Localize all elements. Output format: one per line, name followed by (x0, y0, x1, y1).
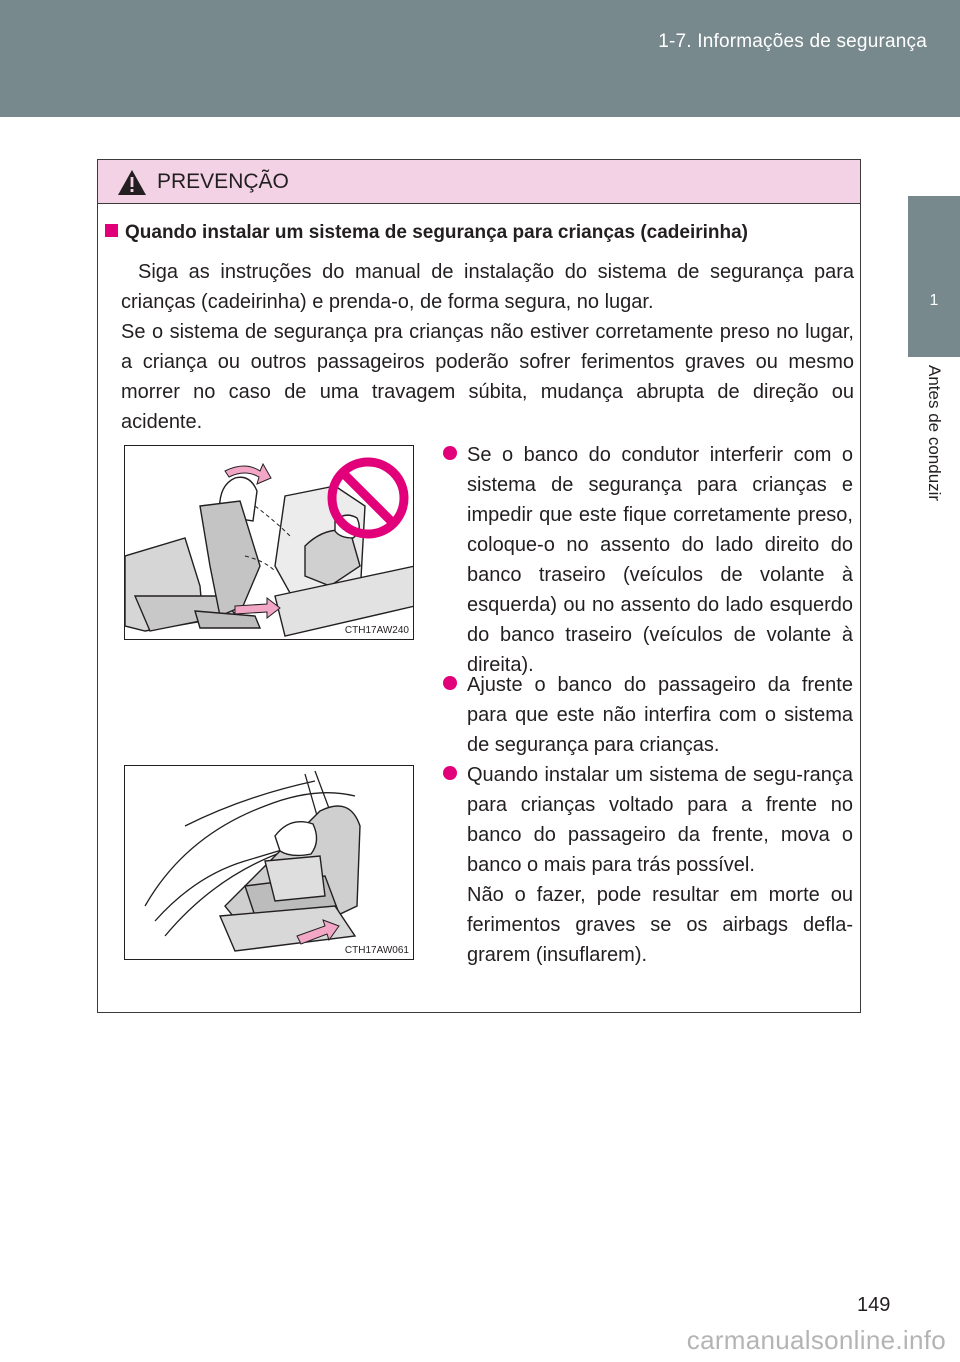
chapter-label-text: Antes de conduzir (925, 365, 944, 502)
warning-box (97, 159, 861, 1013)
section-heading (105, 222, 748, 244)
bullet-dot-icon (443, 676, 457, 690)
chapter-tab (908, 196, 960, 356)
risk-paragraph: Se o sistema de segurança pra crianças não estiver corretamente preso no lugar, a criança ou outros passageiros poderão sofrer ferimentos graves ou mesmo morrer no caso de uma travagem súbita, mudança abrupta de direção ou acidente. (121, 321, 854, 433)
bullet-text: Se o banco do condutor interferir com o sistema de segurança para crianças e impedir que este fique corretamente preso, coloque-o no assento do lado direito do banco traseiro (veículos de volante à esquerda) ou no assento do lado esquerdo do banco traseiro (veículos de volante à direita). (467, 444, 853, 676)
figure-driver-seat-interference (124, 445, 414, 640)
warning-header (98, 160, 860, 204)
watermark: carmanualsonline.info (686, 1325, 946, 1355)
bullet-dot-icon (443, 766, 457, 780)
chapter-number: 1 (929, 292, 939, 309)
square-bullet-icon (105, 224, 118, 237)
bullet-item (443, 670, 853, 760)
figure-forward-facing-seat (124, 765, 414, 960)
section-heading-text: Quando instalar um sistema de segurança para crianças (cadeirinha) (125, 222, 749, 243)
chapter-tab-divider (908, 356, 960, 357)
bullet-text: Quando instalar um sistema de segu-rança para crianças voltado para a frente no banco do passageiro da frente, mova o banco o mais para trás possível. (467, 764, 853, 876)
figure-code: CTH17AW240 (344, 625, 409, 636)
bullet-text: Ajuste o banco do passageiro da frente para que este não interfira com o sistema de segurança para crianças. (467, 674, 853, 756)
header-band (0, 0, 960, 117)
instruction-paragraph: Siga as instruções do manual de instalação do sistema de segurança para crianças (cadeirinha) e prenda-o, de forma segura, no lugar. (121, 261, 854, 313)
bullet-continuation (443, 880, 853, 970)
bullet-continuation-text: Não o fazer, pode resultar em morte ou ferimentos graves se os airbags defla-grarem (insuflarem). (467, 884, 853, 966)
figure-code: CTH17AW061 (344, 945, 409, 956)
bullet-dot-icon (443, 446, 457, 460)
page-number: 149 (857, 1294, 891, 1316)
section-title: 1-7. Informações de segurança (658, 31, 927, 52)
bullet-item (443, 440, 853, 680)
forward-facing-seat-illustration (125, 766, 414, 960)
driver-seat-illustration (125, 446, 414, 640)
bullet-item (443, 760, 853, 880)
chapter-label (886, 365, 960, 605)
warning-title: PREVENÇÃO (157, 170, 289, 193)
warning-triangle-icon (117, 169, 147, 196)
